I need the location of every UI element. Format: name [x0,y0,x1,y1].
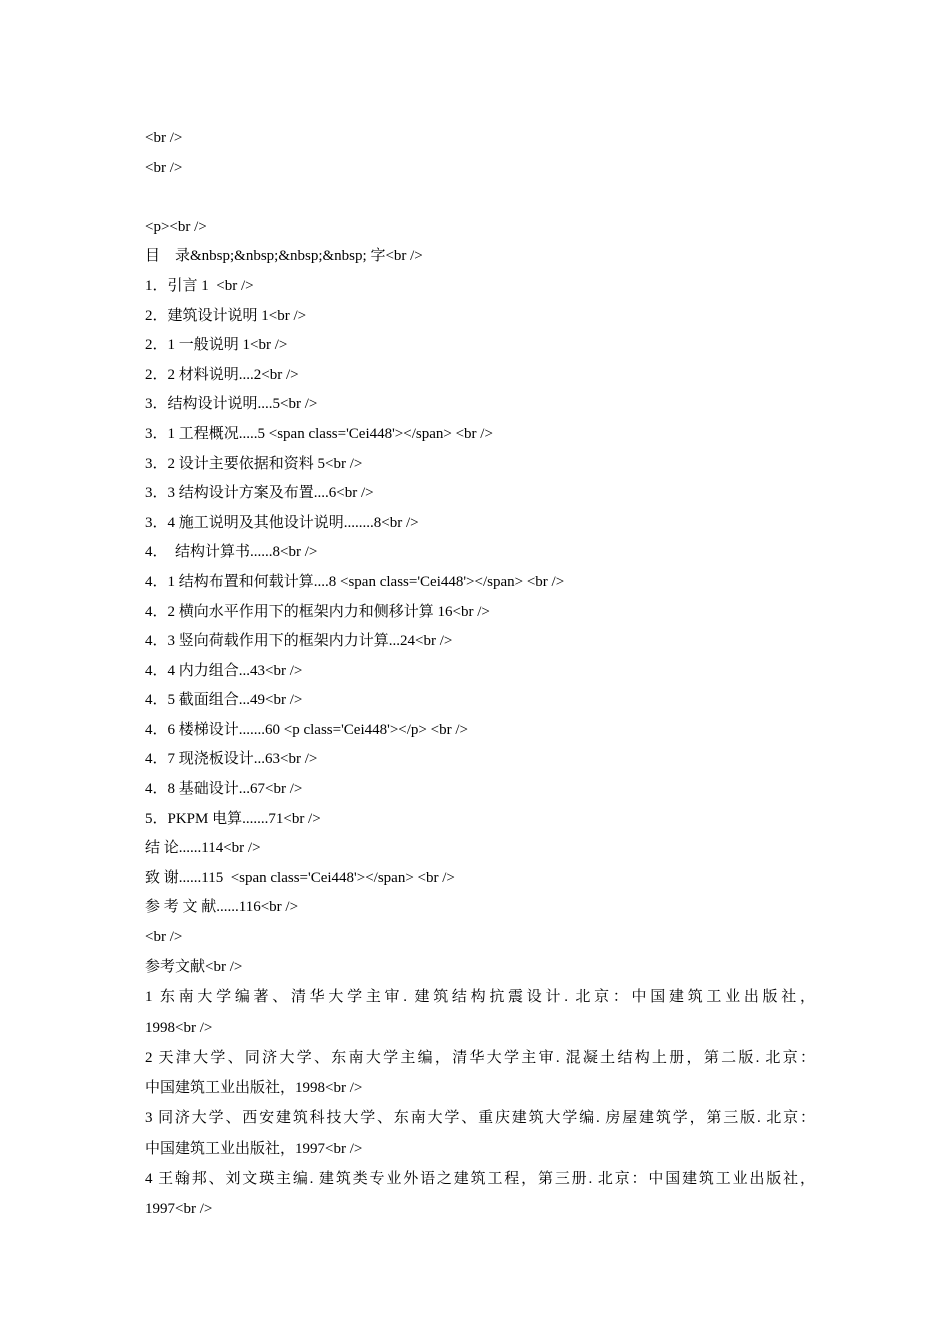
reference-text-continued: 中国建筑工业出版社，1997<br /> [145,1140,363,1157]
blank-line [145,183,815,213]
text-line: <p><br /> [145,218,207,235]
reference-text: 2 天津大学、同济大学、东南大学主编，清华大学主审. 混凝土结构上册，第二版. 北京： [145,1049,815,1066]
toc-entry: 4．3 竖向荷载作用下的框架内力计算...24<br /> [145,633,453,650]
text-line: <br /> [145,929,183,946]
reference-item [145,982,815,1043]
toc-entry: 3．1 工程概况.....5 <span class='Cei448'></span> <br /> [145,425,493,442]
document-body [145,124,815,1225]
toc-entry: 2．建筑设计说明 1<br /> [145,307,307,324]
reference-text-continued: 中国建筑工业出版社，1998<br /> [145,1080,363,1097]
reference-item [145,1103,815,1164]
toc-entry: 3．3 结构设计方案及布置....6<br /> [145,485,374,502]
toc-entry: 3．结构设计说明....5<br /> [145,396,318,413]
reference-text: 1 东南大学编著、清华大学主审. 建筑结构抗震设计. 北京：中国建筑工业出版社， [145,989,815,1006]
toc-entry: 4．8 基础设计...67<br /> [145,781,303,798]
reference-item [145,1043,815,1104]
toc-entry: 1．引言 1 <br /> [145,277,254,294]
reference-text: 4 王翰邦、刘文瑛主编. 建筑类专业外语之建筑工程，第三册. 北京：中国建筑工业出版社， [145,1171,815,1187]
toc-entry: 4． 结构计算书......8<br /> [145,544,318,561]
reference-item [145,1164,815,1225]
text-line: <br /> [145,159,183,176]
text-line: <br /> [145,130,183,146]
toc-entry: 4．6 楼梯设计.......60 <p class='Cei448'></p> <br /> [145,721,468,738]
toc-entry: 4．7 现浇板设计...63<br /> [145,751,318,768]
toc-entry: 2．2 材料说明....2<br /> [145,366,299,383]
toc-entry: 3．2 设计主要依据和资料 5<br /> [145,455,363,472]
toc-heading: 目 录&nbsp;&nbsp;&nbsp;&nbsp; 字<br /> [145,248,423,265]
references-heading: 参考文献<br /> [145,958,243,975]
toc-entry: 4．4 内力组合...43<br /> [145,662,303,679]
reference-text: 3 同济大学、西安建筑科技大学、东南大学、重庆建筑大学编. 房屋建筑学，第三版. 北京： [145,1110,815,1127]
toc-entry: 致 谢......115 <span class='Cei448'></span> <br /> [145,869,455,886]
toc-entry: 结 论......114<br /> [145,840,261,857]
toc-entry: 3．4 施工说明及其他设计说明........8<br /> [145,514,419,531]
reference-text-continued: 1997<br /> [145,1201,213,1218]
toc-entry: 参 考 文 献......116<br /> [145,899,299,916]
toc-entry: 4．1 结构布置和何载计算....8 <span class='Cei448'></span> <br /> [145,573,565,590]
toc-entry: 4．2 横向水平作用下的框架内力和侧移计算 16<br /> [145,603,490,620]
toc-entry: 2．1 一般说明 1<br /> [145,337,288,354]
toc-entry: 5．PKPM 电算.......71<br /> [145,810,321,827]
reference-text-continued: 1998<br /> [145,1019,213,1036]
toc-entry: 4．5 截面组合...49<br /> [145,692,303,709]
